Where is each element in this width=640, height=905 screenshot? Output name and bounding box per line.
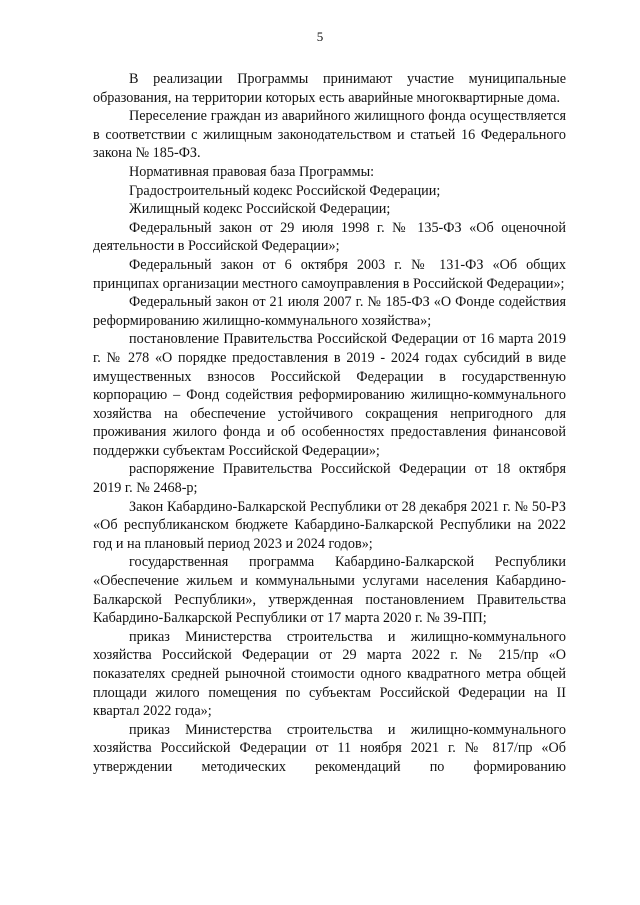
list-item-order-215-pr: приказ Министерства строительства и жилищно-коммунального хозяйства Российской Федерации от 29 марта 2022 г. № 215/пр «О показателях средней рыночной стоимости одного квадратного метра общей площади жилого помещения по субъектам Российской Федерации на II квартал 2022 года»; bbox=[93, 628, 566, 720]
list-item-order-817-pr: приказ Министерства строительства и жилищно-коммунального хозяйства Российской Федерации от 11 ноября 2021 г. № 817/пр «Об утверждении методических рекомендаций по формированию bbox=[93, 721, 566, 775]
list-item-order-2468-r: распоряжение Правительства Российской Федерации от 18 октября 2019 г. № 2468-р; bbox=[93, 461, 566, 497]
list-item-urban-planning-code: Градостроительный кодекс Российской Федерации; bbox=[129, 182, 441, 199]
list-item-law-185-fz: Федеральный закон от 21 июля 2007 г. № 185-ФЗ «О Фонде содействия реформированию жилищно-коммунального хозяйства»; bbox=[93, 294, 566, 329]
list-item-resolution-278: постановление Правительства Российской Федерации от 16 марта 2019 г. № 278 «О порядке предоставления в 2019 - 2024 годах субсидий в виде имущественных взносов Российской Федерации в государственную корпорацию – Фонд содействия реформированию жилищно-коммунального хозяйства на обеспечение устойчивого сокращения непригодного для проживания жилого фонда и об особенностях предоставления финансовой поддержки субъектам Российской Федерации»; bbox=[93, 331, 566, 459]
paragraph-resettlement: Переселение граждан из аварийного жилищного фонда осуществляется в соответствии с жилищным законодательством и статьей 16 Федерального закона № 185-ФЗ. bbox=[93, 108, 566, 162]
page-number: 5 bbox=[316, 29, 324, 44]
list-item-law-50-rz: Закон Кабардино-Балкарской Республики от 28 декабря 2021 г. № 50-РЗ «Об республиканском бюджете Кабардино-Балкарской Республики на 2022 год и на плановый период 2023 и 2024 годов»; bbox=[93, 498, 566, 552]
list-item-state-program: государственная программа Кабардино-Балкарской Республики «Обеспечение жильем и коммунальными услугами населения Кабардино-Балкарской Республики», утвержденная постановлением Правительства Кабардино-Балкарской Республики от 17 марта 2020 г. № 39-ПП; bbox=[93, 554, 566, 627]
list-item-law-135-fz: Федеральный закон от 29 июля 1998 г. № 135-ФЗ «Об оценочной деятельности в Российской Федерации»; bbox=[93, 219, 566, 255]
list-item-law-131-fz: Федеральный закон от 6 октября 2003 г. № 131-ФЗ «Об общих принципах организации местного самоуправления в Российской Федерации»; bbox=[93, 256, 566, 292]
paragraph-legal-basis-heading: Нормативная правовая база Программы: bbox=[129, 163, 375, 180]
document-body bbox=[93, 70, 566, 777]
list-item-housing-code: Жилищный кодекс Российской Федерации; bbox=[129, 201, 391, 218]
paragraph-program-participants: В реализации Программы принимают участие муниципальные образования, на территории которых есть аварийные многоквартирные дома. bbox=[93, 71, 566, 106]
